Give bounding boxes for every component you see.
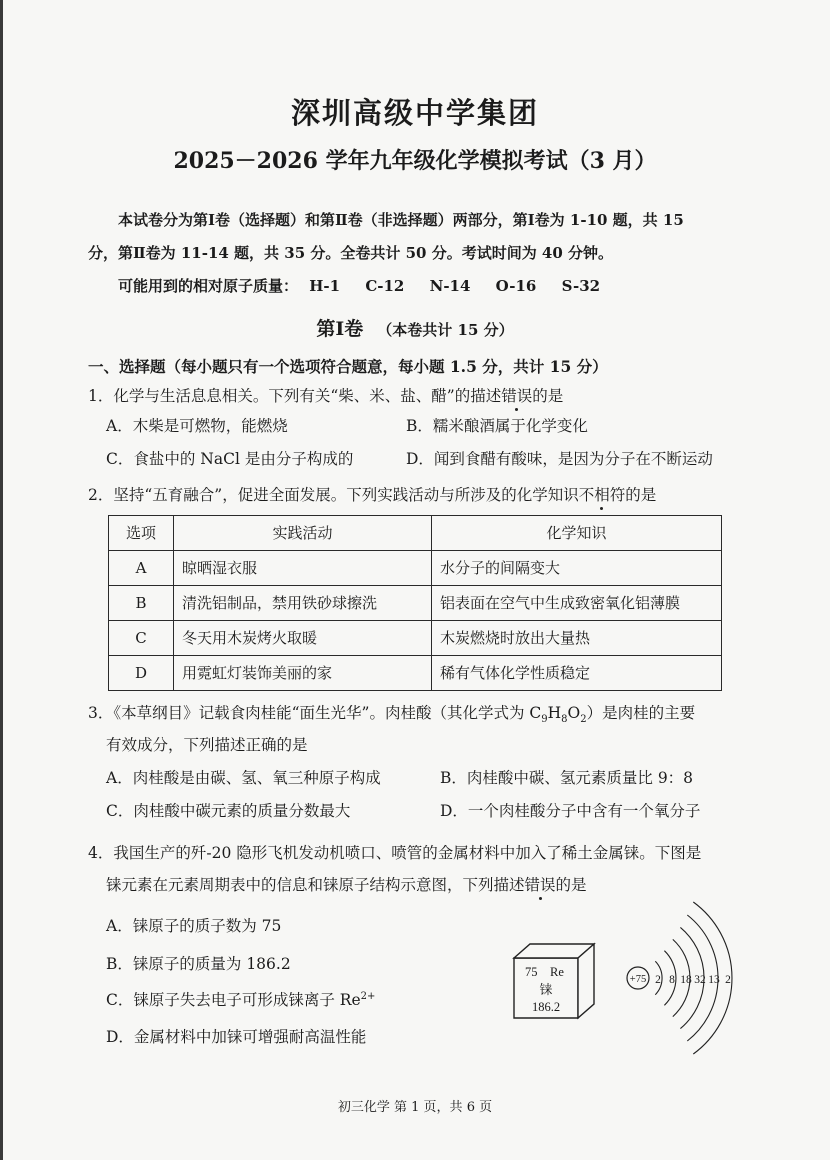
q4-stem-pre: 铼元素在元素周期表中的信息和铼原子结构示意图，下列描述: [106, 876, 525, 894]
q2-row-a-knowledge: 水分子的间隔变大: [432, 551, 722, 586]
q1-stem: [88, 387, 563, 406]
electron-count-label: 13: [708, 974, 720, 986]
q4-option-c-charge: 2+: [360, 991, 376, 1002]
element-cell-diagram: [512, 942, 602, 1022]
q4-stem-line-2: [106, 876, 587, 895]
q2-header-option: 选项: [109, 516, 174, 551]
table-row: [109, 656, 722, 691]
element-cell-side: [578, 944, 594, 1018]
table-row: [109, 621, 722, 656]
q3-stem-line-2: 有效成分，下列描述正确的是: [106, 736, 308, 754]
q2-row-d-knowledge: 稀有气体化学性质稳定: [432, 656, 722, 691]
q1-option-c: C．食盐中的 NaCl 是由分子构成的: [106, 450, 354, 468]
q2-row-b-activity: 清洗铝制品，禁用铁砂球擦洗: [174, 586, 432, 621]
electron-shell-labels: [655, 974, 731, 986]
q4-stem-line-1: 4．我国生产的歼-20 隐形飞机发动机喷口、喷管的金属材料中加入了稀土金属铼。下图是: [88, 844, 702, 862]
q2-stem: [88, 486, 656, 505]
electron-count-label: 18: [680, 974, 692, 986]
q1-option-a: A．木柴是可燃物，能燃烧: [106, 417, 288, 435]
q3-stem-post: ）是肉桂的主要: [586, 704, 696, 722]
q4-option-b: B．铼原子的质量为 186.2: [106, 955, 291, 973]
q1-stem-pre: 1．化学与生活息息相关。下列有关“柴、米、盐、醋”的描述: [88, 387, 502, 405]
atomic-mass-n: N-14: [429, 277, 471, 295]
element-mass: 186.2: [531, 1000, 561, 1014]
part1-title: 第Ⅰ卷: [316, 318, 364, 340]
q2-row-d-activity: 用霓虹灯装饰美丽的家: [174, 656, 432, 691]
q4-option-c-text: C．铼原子失去电子可形成铼离子 Re: [106, 991, 361, 1010]
electron-count-label: 2: [655, 974, 661, 986]
q3-option-d: D．一个肉桂酸分子中含有一个氧分子: [440, 802, 701, 820]
q3-formula-sub-o: 2: [580, 714, 587, 726]
school-name: 深圳高级中学集团: [290, 96, 539, 130]
q3-option-c: C．肉桂酸中碳元素的质量分数最大: [106, 802, 351, 820]
q4-option-c: [106, 991, 375, 1010]
nucleus-charge: +75: [629, 974, 647, 985]
atom-structure-diagram: [618, 918, 730, 1042]
atomic-mass-line: [118, 277, 600, 295]
q2-header-knowledge: 化学知识: [432, 516, 722, 551]
q3-formula-sub-c: 9: [541, 714, 548, 726]
q4-stem-post: 的是: [555, 876, 587, 894]
atomic-mass-c: C-12: [365, 277, 405, 295]
part1-heading: [0, 318, 830, 341]
q3-option-b: B．肉桂酸中碳、氢元素质量比 9：8: [440, 769, 694, 787]
q3-stem: [88, 704, 695, 726]
q1-stem-emphasis: 错误: [501, 387, 533, 405]
q4-option-a: A．铼原子的质子数为 75: [106, 917, 282, 935]
q2-table-header: [109, 516, 722, 551]
atomic-mass-o: O-16: [495, 277, 537, 295]
q2-row-c-knowledge: 木炭燃烧时放出大量热: [432, 621, 722, 656]
q1-option-b: B．糯米酿酒属于化学变化: [406, 417, 588, 435]
q3-formula-h: H: [547, 704, 562, 722]
q1-stem-post: 的是: [532, 387, 564, 405]
element-name: 铼: [539, 983, 553, 998]
electron-count-label: 8: [669, 974, 675, 986]
exam-title: 2025－2026 学年九年级化学模拟考试（3 月）: [173, 148, 657, 174]
q2-stem-emphasis: 不相符: [578, 486, 626, 504]
q4-stem-emphasis: 错误: [524, 876, 556, 894]
electron-count-label: 32: [694, 974, 706, 986]
atomic-mass-h: H-1: [309, 277, 341, 295]
q2-header-activity: 实践活动: [174, 516, 432, 551]
electron-count-label: 2: [725, 974, 731, 986]
part1-note: （本卷共计 15 分）: [377, 321, 514, 339]
q2-row-a-option: A: [109, 551, 174, 586]
intro-line-2: 分，第Ⅱ卷为 11-14 题，共 35 分。全卷共计 50 分。考试时间为 40 分钟。: [88, 244, 614, 262]
q2-row-b-knowledge: 铝表面在空气中生成致密氧化铝薄膜: [432, 586, 722, 621]
q2-row-c-option: C: [109, 621, 174, 656]
table-row: [109, 551, 722, 586]
section1-heading: 一、选择题（每小题只有一个选项符合题意，每小题 1.5 分，共计 15 分）: [88, 357, 608, 376]
q2-table: [108, 515, 722, 691]
q3-stem-pre: 3．《本草纲目》记载食肉桂能“面生光华”。肉桂酸（其化学式为 C: [88, 704, 542, 722]
q2-stem-post: 的是: [625, 486, 657, 504]
page-footer: 初三化学 第 1 页，共 6 页: [337, 1100, 493, 1115]
q4-option-d: D．金属材料中加铼可增强耐高温性能: [106, 1028, 367, 1046]
q1-option-d: D．闻到食醋有酸味，是因为分子在不断运动: [406, 450, 713, 468]
q2-row-a-activity: 晾晒湿衣服: [174, 551, 432, 586]
q3-formula-o: O: [567, 704, 581, 722]
table-row: [109, 586, 722, 621]
atomic-mass-label: 可能用到的相对原子质量：: [118, 277, 299, 295]
q2-row-d-option: D: [109, 656, 174, 691]
element-number: 75: [525, 965, 538, 979]
atomic-mass-s: S-32: [561, 277, 601, 295]
element-symbol: Re: [550, 965, 564, 979]
q3-formula-sub-h: 8: [561, 714, 568, 726]
intro-line-1: 本试卷分为第Ⅰ卷（选择题）和第Ⅱ卷（非选择题）两部分，第Ⅰ卷为 1-10 题，共 15: [118, 211, 684, 229]
q2-stem-pre: 2．坚持“五育融合”，促进全面发展。下列实践活动与所涉及的化学知识: [88, 486, 579, 504]
q2-row-c-activity: 冬天用木炭烤火取暖: [174, 621, 432, 656]
q3-option-a: A．肉桂酸是由碳、氢、氧三种原子构成: [106, 769, 381, 787]
q2-row-b-option: B: [109, 586, 174, 621]
